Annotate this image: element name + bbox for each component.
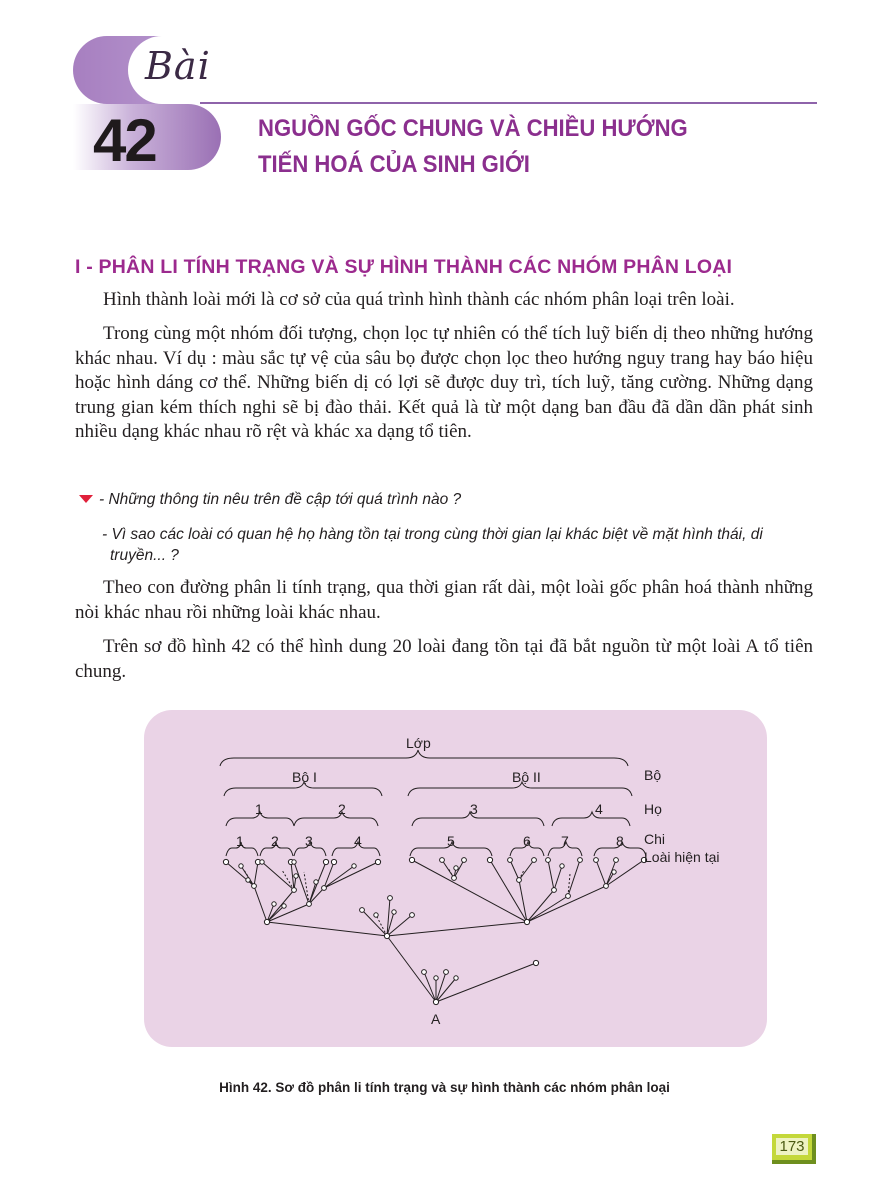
page-number: 173	[772, 1134, 816, 1164]
chi-label: 1	[236, 833, 244, 849]
chi-label: 5	[447, 833, 455, 849]
header-rule	[200, 102, 817, 104]
lesson-title-line-1: NGUỒN GỐC CHUNG VÀ CHIỀU HƯỚNG	[258, 115, 688, 142]
paragraph-4: Trên sơ đồ hình 42 có thể hình dung 20 loài đang tồn tại đã bắt nguồn từ một loài A tổ tiên chung.	[75, 636, 813, 682]
chi-label: 3	[305, 833, 313, 849]
lesson-title-line-2: TIẾN HOÁ CỦA SINH GIỚI	[258, 151, 530, 178]
level-bo: Bộ	[644, 767, 662, 783]
level-ho: Họ	[644, 801, 662, 817]
paragraph-1: Hình thành loài mới là cơ sở của quá trình hình thành các nhóm phân loại trên loài.	[103, 289, 735, 310]
chi-label: 2	[271, 833, 279, 849]
ho-label: 4	[595, 801, 603, 817]
level-loai: Loài hiện tại	[644, 849, 720, 865]
question-2: - Vì sao các loài có quan hệ họ hàng tồn tại trong cùng thời gian lại khác biệt về mặt hình thái, di truyền... ?	[102, 526, 763, 564]
ho-label: 1	[255, 801, 263, 817]
chi-label: 4	[354, 833, 362, 849]
root-label: A	[431, 1011, 441, 1027]
lesson-label: Bài	[145, 44, 211, 88]
chi-label: 8	[616, 833, 624, 849]
paragraph-3: Theo con đường phân li tính trạng, qua thời gian rất dài, một loài gốc phân hoá thành những nòi khác nhau rồi những loài khác nhau.	[75, 577, 813, 623]
chi-label: 6	[523, 833, 531, 849]
label-bo-1: Bộ I	[292, 769, 317, 785]
lesson-number: 42	[93, 107, 156, 174]
ho-label: 2	[338, 801, 346, 817]
question-marker-icon	[79, 495, 93, 503]
phylogeny-diagram	[144, 710, 767, 1047]
chi-label: 7	[561, 833, 569, 849]
level-chi: Chi	[644, 831, 666, 847]
label-lop: Lớp	[406, 735, 431, 751]
ho-label: 3	[470, 801, 478, 817]
paragraph-2: Trong cùng một nhóm đối tượng, chọn lọc tự nhiên có thể tích luỹ biến dị theo những hướng khác nhau. Ví dụ : màu sắc tự vệ của sâu bọ được chọn lọc theo hướng nguy trang hay báo hiệu hoặc hình dáng cơ thể. Những biến dị có lợi sẽ được duy trì, tích luỹ, tăng cường. Những dạng trung gian kém thích nghi sẽ bị đào thải. Kết quả là từ một dạng ban đầu đã dần dần phát sinh nhiều dạng khác nhau rõ rệt và khác xa dạng tổ tiên.	[75, 323, 813, 443]
question-1: - Những thông tin nêu trên đề cập tới quá trình nào ?	[99, 491, 462, 508]
label-bo-2: Bộ II	[512, 769, 541, 785]
section-heading: I - PHÂN LI TÍNH TRẠNG VÀ SỰ HÌNH THÀNH CÁC NHÓM PHÂN LOẠI	[75, 256, 733, 278]
figure-caption: Hình 42. Sơ đồ phân li tính trạng và sự hình thành các nhóm phân loại	[219, 1080, 670, 1095]
